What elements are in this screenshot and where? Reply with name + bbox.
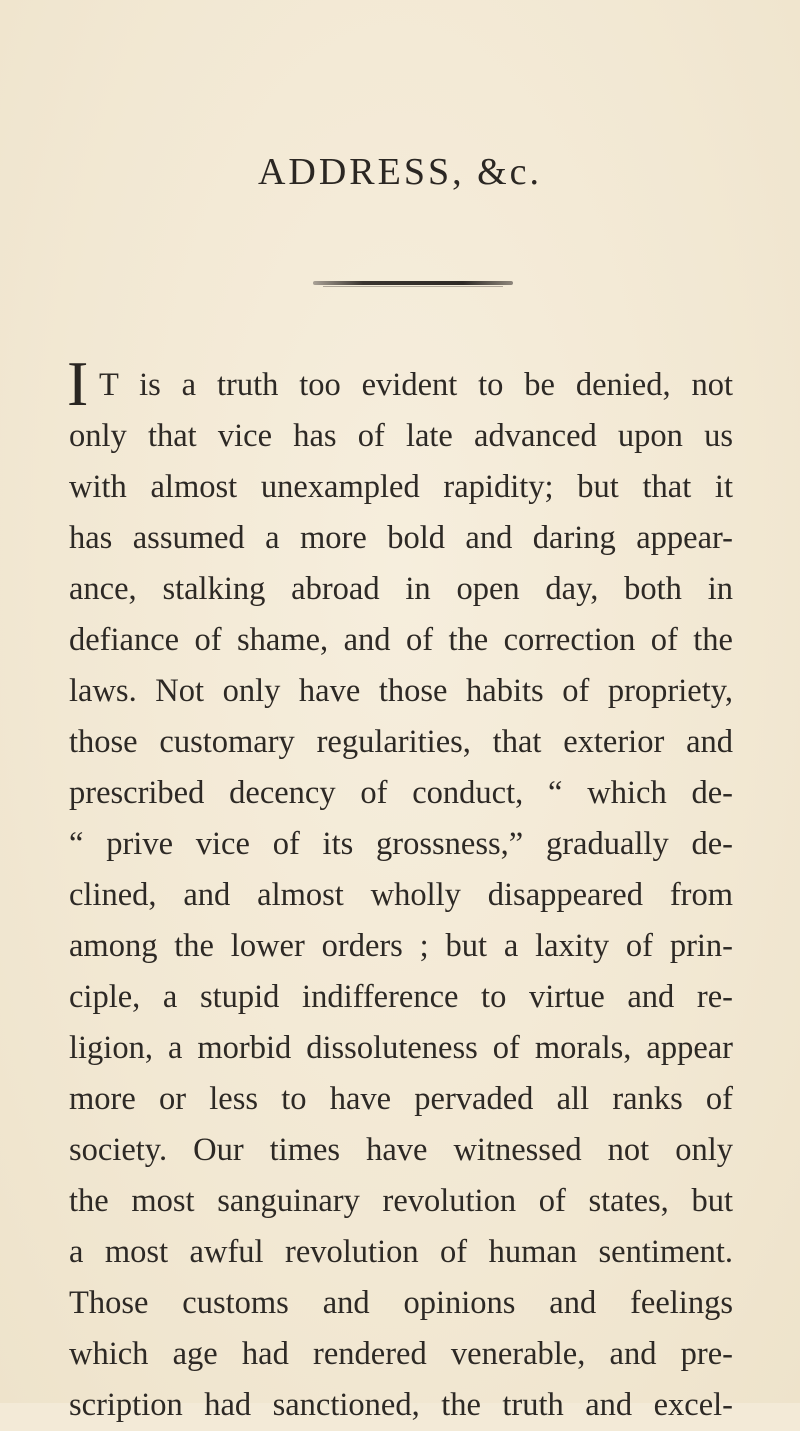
text-line: the most sanguinary revolution of states, but: [69, 1183, 733, 1219]
text-line: those customary regularities, that exterior and: [69, 724, 733, 760]
text-line: has assumed a more bold and daring appear-: [69, 520, 733, 556]
text-line: ciple, a stupid indifference to virtue and re-: [69, 979, 733, 1015]
text-line: with almost unexampled rapidity; but that it: [69, 469, 733, 505]
text-line: prescribed decency of conduct, “ which de-: [69, 775, 733, 811]
text-line: “ prive vice of its grossness,” gradually de-: [69, 826, 733, 862]
text-line: which age had rendered venerable, and pre-: [69, 1336, 733, 1372]
page-heading: ADDRESS, &c.: [257, 151, 543, 193]
text-line: society. Our times have witnessed not only: [69, 1132, 733, 1168]
text-line-content: T is a truth too evident to be denied, not: [99, 367, 733, 403]
text-line: ance, stalking abroad in open day, both in: [69, 571, 733, 607]
ornamental-rule: [313, 281, 513, 285]
text-line: defiance of shame, and of the correction of the: [69, 622, 733, 658]
text-line: a most awful revolution of human sentiment.: [69, 1234, 733, 1270]
text-line: [67, 348, 733, 419]
text-line: more or less to have pervaded all ranks of: [69, 1081, 733, 1117]
text-line: clined, and almost wholly disappeared from: [69, 877, 733, 913]
body-text: [67, 348, 733, 1431]
drop-cap: I: [67, 348, 89, 419]
text-line: among the lower orders ; but a laxity of prin-: [69, 928, 733, 964]
text-line: Those customs and opinions and feelings: [69, 1285, 733, 1321]
text-line: only that vice has of late advanced upon us: [69, 418, 733, 454]
text-line: ligion, a morbid dissoluteness of morals, appear: [69, 1030, 733, 1066]
text-line: laws. Not only have those habits of propriety,: [69, 673, 733, 709]
text-line: scription had sanctioned, the truth and excel-: [69, 1387, 733, 1423]
